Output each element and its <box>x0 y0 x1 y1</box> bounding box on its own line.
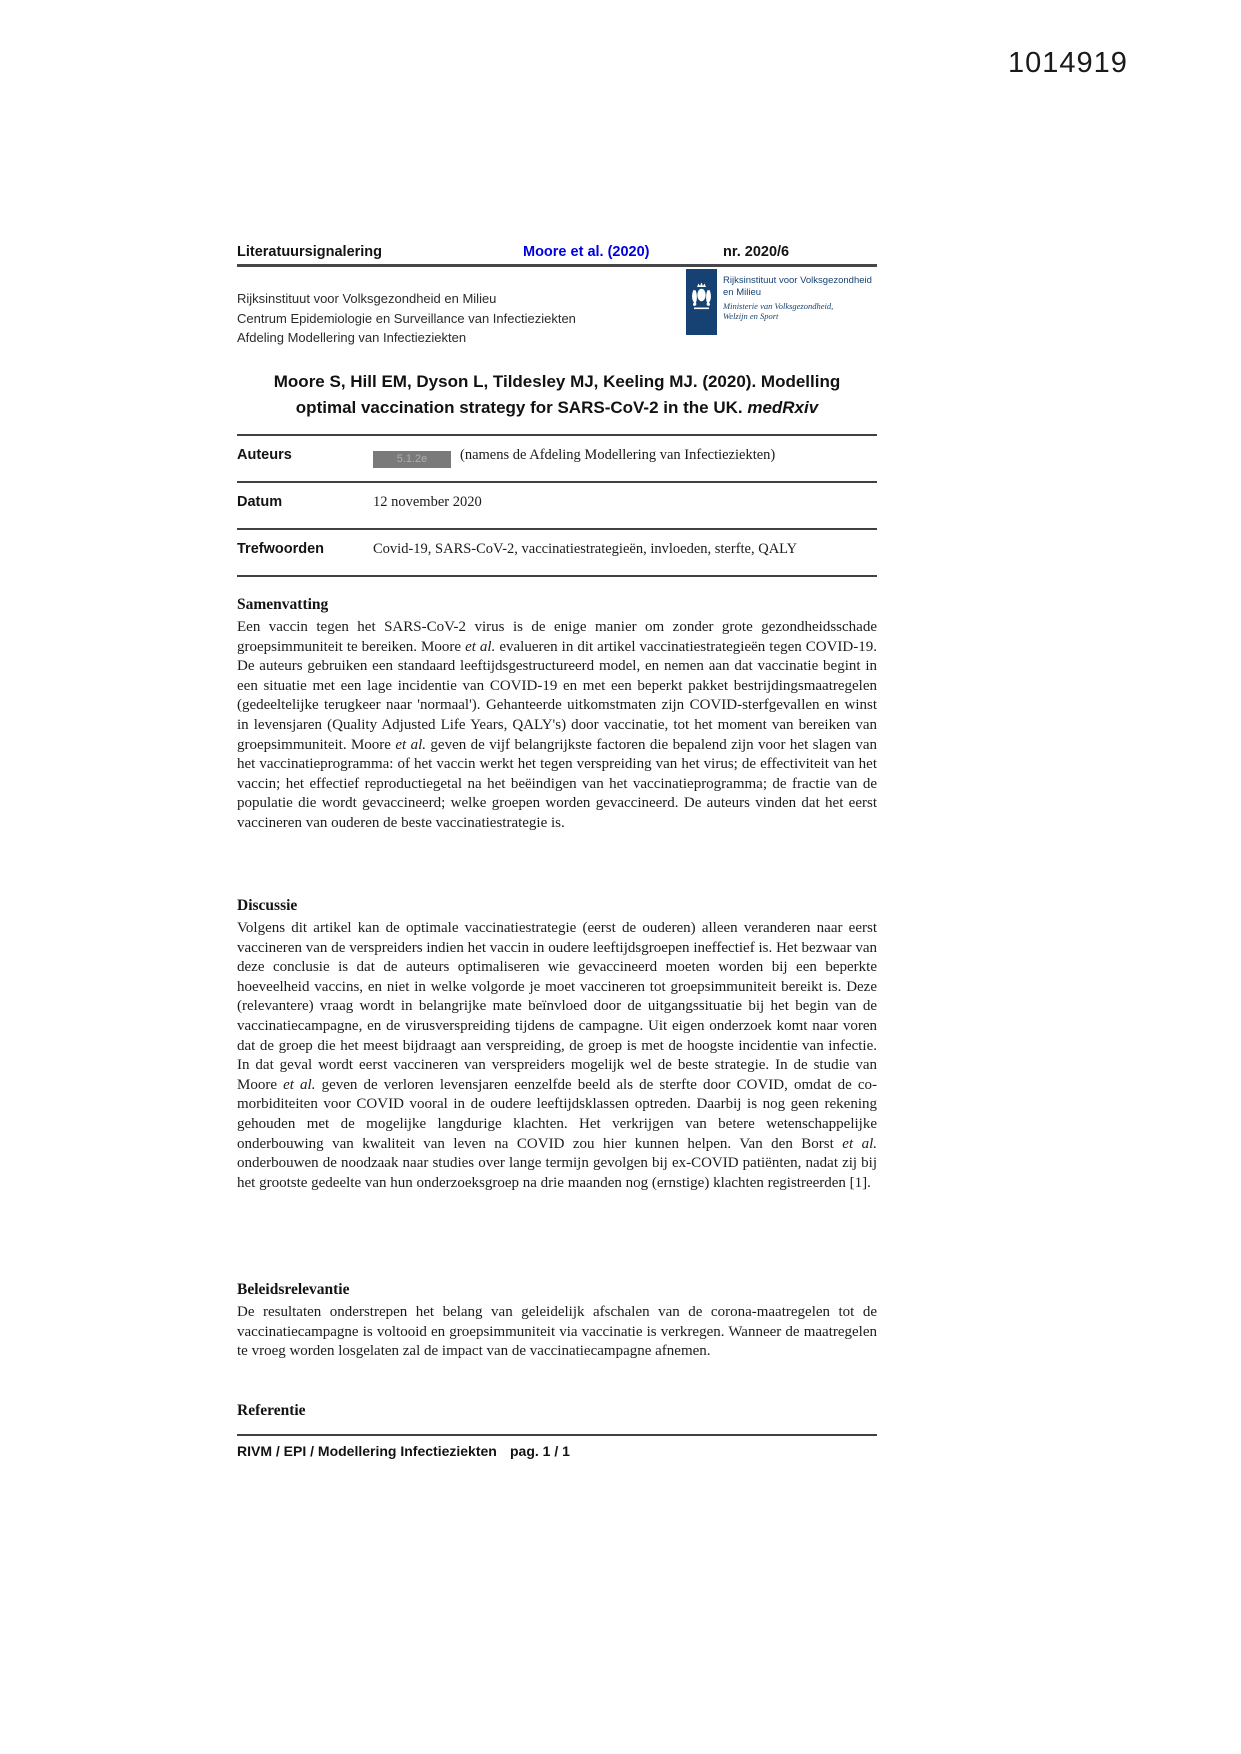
row-label: Datum <box>237 494 283 510</box>
latin-phrase: et al. <box>842 1135 877 1152</box>
logo-ministry-line: Welzijn en Sport <box>723 311 779 321</box>
section-heading: Discussie <box>237 897 298 914</box>
text-segment: Volgens dit artikel kan de optimale vaccinatiestrategie (eerst de ouderen) alleen veranderen naar eerst vaccineren van de verspreiders indien het vaccin in oudere leeftijdsgroepen ineffectief is. Het bezwaar van deze conclusie is dat de auteurs optimaliseren wie gevaccineerd moeten worden bij een beperkte hoeveelheid vaccins, en niet in welke volgorde je moet vaccineren tot groepsimmuniteit bereikt is. Deze (relevantere) vraag wordt in belangrijke mate beïnvloed door de uitgangssituatie bij het begin van de vaccinatiecampagne, en de virusverspreiding tijdens de campagne. Uit eigen onderzoek komt naar voren dat de groep die het meest bijdraagt aan verspreiding, de groep is met de hoogste incidentie van infectie. In dat geval wordt eerst vaccineren van verspreiders mogelijk wel de beste strategie. In de studie van Moore <box>237 920 877 1093</box>
footer-page-indicator: pag. 1 / 1 <box>510 1443 570 1459</box>
paragraph-text <box>237 618 877 834</box>
text-segment: evalueren in dit artikel vaccinatiestrategieën tegen COVID-19. De auteurs gebruiken een standaard leeftijdsgestructureerd model, en nemen aan dat vaccinatie begint in een situatie met een lage incidentie van COVID-19 en met een beperkt pakket bestrijdingsmaatregelen (gedeeltelijke terugkeer naar 'normaal'). Gehanteerde uitkomstmaten zijn COVID-sterfgevallen en winst in levensjaren (Quality Adjusted Life Years, QALY's) door vaccinatie, tot het moment van bereiken van groepsimmuniteit. Moore <box>237 638 878 753</box>
row-label: Auteurs <box>237 447 292 463</box>
logo-ministry-line: Ministerie van Volksgezondheid, <box>723 301 834 311</box>
logo-org-name-line: Rijksinstituut voor Volksgezondheid <box>723 275 872 286</box>
table-row-trefwoorden <box>237 528 877 575</box>
text-segment: geven de vijf belangrijkste factoren die bepalend zijn voor het slagen van het vaccinatieprogramma: of het vaccin werkt het tegen verspreiding van het virus; de effectiviteit van het vaccin; het effectief reproductiegetal na het beëindigen van het vaccinatieprogramma; de fractie van de populatie die wordt gevaccineerd; welke groepen worden gevaccineerd. De auteurs vinden dat het eerst vaccineren van ouderen de beste vaccinatiestrategie is. <box>237 736 878 831</box>
logo-org-name-line: en Milieu <box>723 286 762 298</box>
text-segment: Een vaccin tegen het SARS-CoV-2 virus is de enige manier om zonder grote gezondheidsschade groepsimmuniteit te bereiken. Moore <box>237 619 877 655</box>
authors-note: (namens de Afdeling Modellering van Infectieziekten) <box>460 447 776 463</box>
section-discussie <box>237 897 877 1193</box>
footer-rule <box>237 1434 877 1436</box>
section-samenvatting <box>237 596 877 834</box>
latin-phrase: et al. <box>465 638 496 655</box>
article-title-line2 <box>237 395 877 421</box>
article-reference-link[interactable]: Moore et al. (2020) <box>523 244 650 260</box>
article-title <box>237 369 877 420</box>
text-segment: onderbouwen de noodzaak naar studies over lange termijn gevolgen bij ex-COVID patiënten, nadat zij bij het grootste gedeelte van hun onderzoeksgroep na drie maanden nog (ernstige) klachten registreerden [1]. <box>237 1155 877 1191</box>
paragraph-text <box>237 919 877 1193</box>
section-heading: Referentie <box>237 1402 306 1419</box>
org-line: Centrum Epidemiologie en Surveillance van Infectieziekten <box>237 310 576 326</box>
section-referentie <box>237 1402 877 1424</box>
paragraph-text <box>237 1303 877 1362</box>
article-title-line1: Moore S, Hill EM, Dyson L, Tildesley MJ, Keeling MJ. (2020). Modelling <box>273 372 841 391</box>
org-line: Afdeling Modellering van Infectieziekten <box>237 330 467 345</box>
rijksoverheid-ribbon <box>686 269 717 335</box>
table-row-auteurs <box>237 434 877 481</box>
scan-number: 1014919 <box>1008 47 1128 79</box>
table-row-datum <box>237 481 877 528</box>
redaction-box: 5.1.2e <box>373 451 451 468</box>
metadata-table <box>237 434 877 577</box>
row-value: 12 november 2020 <box>373 494 482 510</box>
organization-address <box>237 289 576 348</box>
logo-text <box>723 275 883 321</box>
document-type-label: Literatuursignalering <box>237 244 383 260</box>
footer-department: RIVM / EPI / Modellering Infectieziekten <box>237 1443 497 1459</box>
latin-phrase: et al. <box>283 1076 316 1093</box>
issue-number: nr. 2020/6 <box>723 244 790 260</box>
row-label: Trefwoorden <box>237 541 325 557</box>
text-segment: De resultaten onderstrepen het belang van geleidelijk afschalen van de corona-maatregelen tot de vaccinatiecampagne is voltooid en groepsimmuniteit via vaccinatie is verkregen. Wanneer de maatregelen te vroeg worden losgelaten zal de impact van de vaccinatiecampagne afnemen. <box>237 1304 877 1360</box>
header-rule <box>237 264 877 267</box>
section-heading: Beleidsrelevantie <box>237 1281 350 1298</box>
row-value <box>373 447 775 468</box>
latin-phrase: et al. <box>395 736 427 753</box>
org-line: Rijksinstituut voor Volksgezondheid en Milieu <box>237 291 497 306</box>
document-header <box>237 244 877 262</box>
row-value: Covid-19, SARS-CoV-2, vaccinatiestrategieën, invloeden, sterfte, QALY <box>373 541 798 557</box>
rivm-logo <box>686 269 886 337</box>
text-segment: geven de verloren levensjaren eenzelfde beeld als de sterfte door COVID, omdat de co-morbiditeiten voor COVID vooral in de oudere leeftijdsklassen optreden. Daarbij is nog geen rekening gehouden met de mogelijke langdurige klachten. Het verkrijgen van betere wetenschappelijke onderbouwing van kwaliteit van leven na COVID zou hier kunnen helpen. Van den Borst <box>237 1076 877 1152</box>
journal-name: medRxiv <box>747 397 819 417</box>
article-title-line2-text: optimal vaccination strategy for SARS-CoV-2 in the UK. <box>295 397 748 417</box>
section-beleidsrelevantie <box>237 1281 877 1362</box>
section-heading: Samenvatting <box>237 596 329 613</box>
